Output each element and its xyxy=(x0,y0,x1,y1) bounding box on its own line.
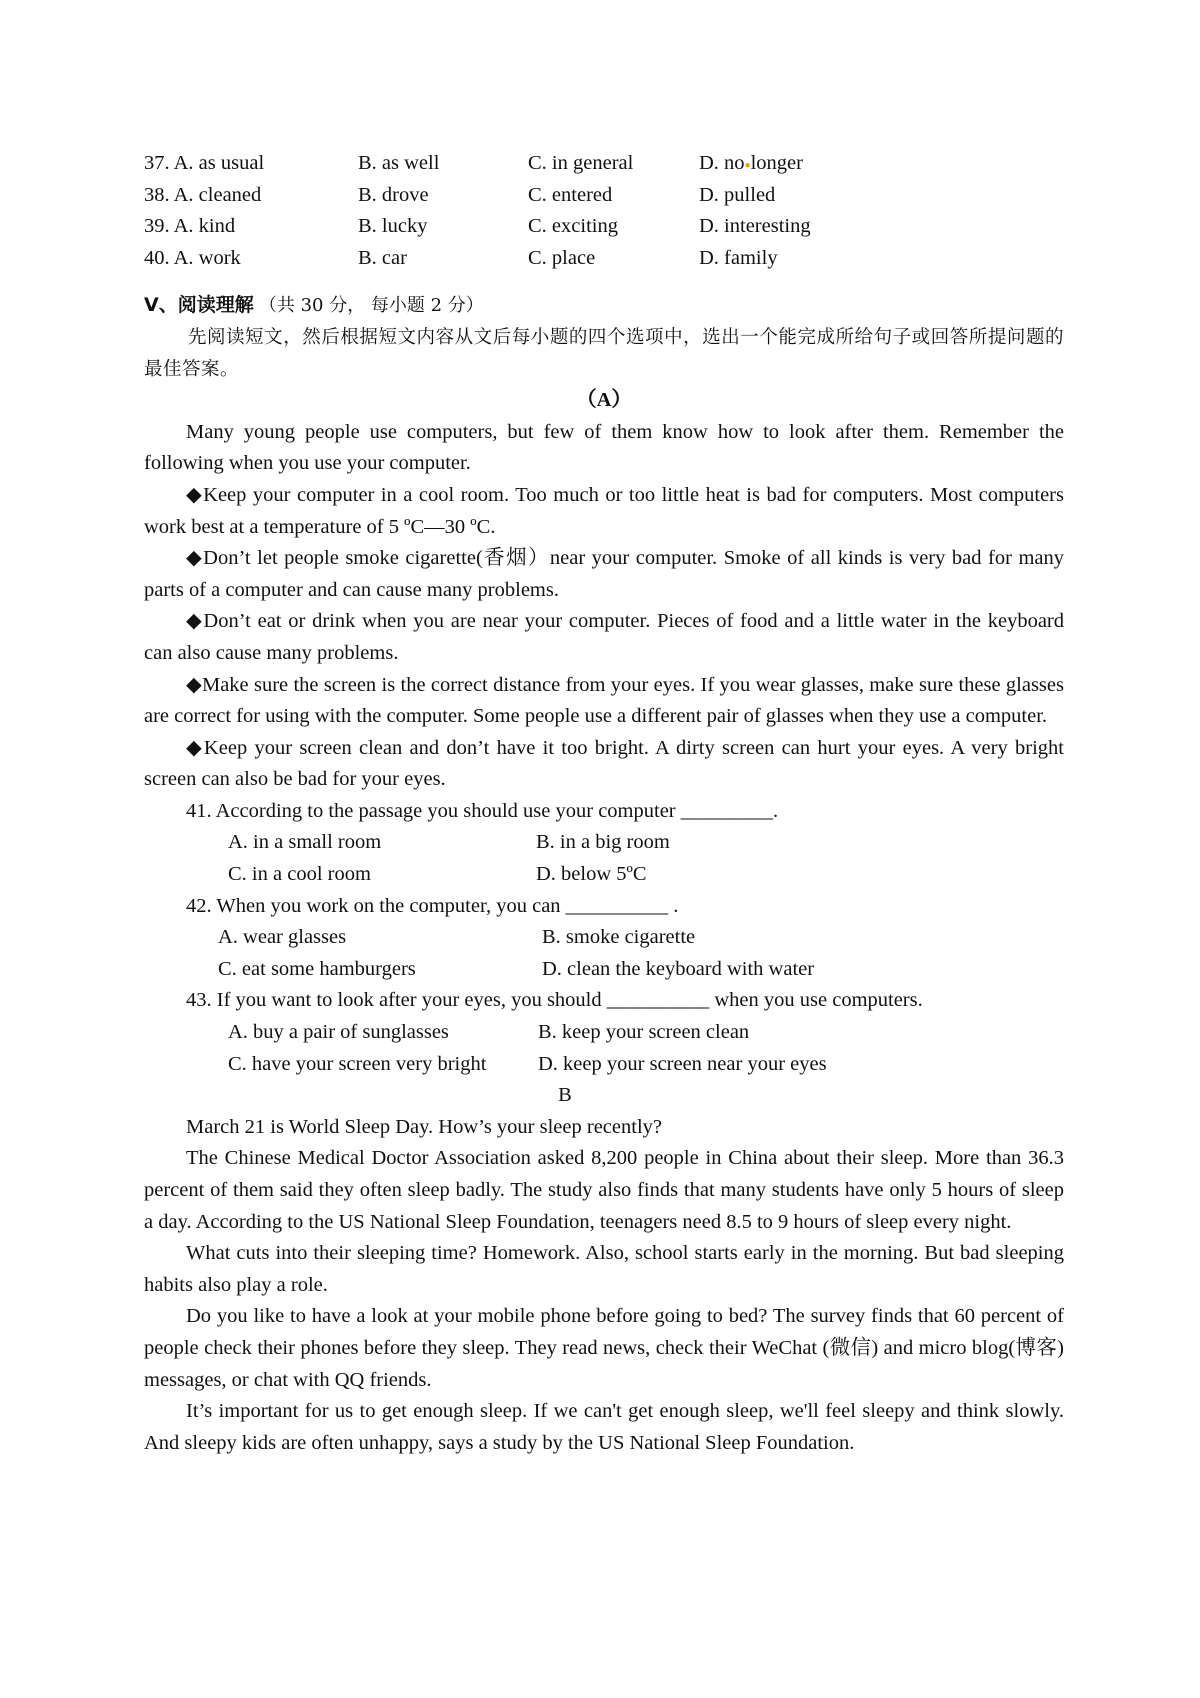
exam-page xyxy=(144,148,1064,1459)
passage-a-paragraph: ◆Keep your screen clean and don’t have it too bright. A dirty screen can hurt your eyes. A very bright screen can also be bad for your eyes. xyxy=(144,736,1064,791)
option-b: B. as well xyxy=(358,152,440,174)
option-b: B. in a big room xyxy=(536,831,670,854)
question-stem: 42. When you work on the computer, you can __________ . xyxy=(186,894,679,917)
passage-a-paragraph: ◆Don’t eat or drink when you are near your computer. Pieces of food and a little water in the keyboard can also cause many problems. xyxy=(144,610,1064,664)
section-title: Ⅴ、阅读理解 xyxy=(144,294,254,317)
option-a: 38. A. cleaned xyxy=(144,183,262,206)
option-a: A. in a small room xyxy=(228,831,382,854)
question-stem: 43. If you want to look after your eyes, you should __________ when you use computers. xyxy=(186,989,923,1012)
passage-a-paragraph: ◆Don’t let people smoke cigarette(香烟）near your computer. Smoke of all kinds is very bad for many parts of a computer and can cause many problems. xyxy=(144,547,1064,601)
option-a: A. buy a pair of sunglasses xyxy=(228,1021,449,1044)
option-d: D. clean the keyboard with water xyxy=(542,957,815,980)
option-a: 37. A. as usual xyxy=(144,152,265,174)
passage-a-title: （A） xyxy=(576,389,632,412)
option-c: C. in a cool room xyxy=(228,863,371,886)
section-heading xyxy=(144,290,1064,322)
option-c: C. exciting xyxy=(528,215,618,238)
option-b: B. lucky xyxy=(358,215,428,238)
option-a: 40. A. work xyxy=(144,246,241,269)
passage-b-paragraph: March 21 is World Sleep Day. How’s your sleep recently? xyxy=(186,1115,662,1138)
option-row xyxy=(144,1017,1064,1049)
mc-row-40 xyxy=(144,243,1064,275)
option-row xyxy=(144,954,1064,986)
passage-b-paragraph: It’s important for us to get enough sleep. If we can't get enough sleep, we'll feel sleepy and think slowly. And sleepy kids are often unhappy, says a study by the US National Sleep Foundation. xyxy=(144,1400,1064,1454)
option-c: C. have your screen very bright xyxy=(228,1052,487,1075)
option-d: D. family xyxy=(699,246,778,269)
passage-a-paragraph: ◆Make sure the screen is the correct distance from your eyes. If you wear glasses, make sure these glasses are correct for using with the computer. Some people use a different pair of glasses when they use a computer. xyxy=(144,673,1064,728)
mc-row-39 xyxy=(144,211,1064,243)
option-b: B. drove xyxy=(358,183,429,206)
option-a: 39. A. kind xyxy=(144,215,236,238)
question-43 xyxy=(144,985,1064,1080)
option-b: B. keep your screen clean xyxy=(538,1021,750,1044)
mc-options-block xyxy=(144,148,1064,274)
passage-b-title: B xyxy=(558,1084,572,1107)
question-41 xyxy=(144,796,1064,891)
option-row xyxy=(144,859,1064,891)
option-b: B. smoke cigarette xyxy=(542,926,696,949)
option-row xyxy=(144,827,1064,859)
passage-b-paragraph: What cuts into their sleeping time? Homework. Also, school starts early in the morning. But bad sleeping habits also play a role. xyxy=(144,1242,1064,1296)
option-d-pre: D. no xyxy=(699,152,745,174)
passage-a-paragraph: Many young people use computers, but few of them know how to look after them. Remember the following when you use your computer. xyxy=(144,420,1064,475)
option-a: A. wear glasses xyxy=(218,926,347,949)
option-row xyxy=(144,1049,1064,1081)
mc-row-38 xyxy=(144,180,1064,212)
option-d xyxy=(699,148,803,180)
stray-dot-mark: ● xyxy=(744,160,751,171)
option-d: D. pulled xyxy=(699,183,776,206)
question-stem: 41. According to the passage you should use your computer _________. xyxy=(186,799,779,822)
passage-b-paragraph: Do you like to have a look at your mobile phone before going to bed? The survey finds that 60 percent of people check their phones before they sleep. They read news, check their WeChat (微信) and micro blog(博客) messages, or chat with QQ friends. xyxy=(144,1305,1064,1391)
option-row xyxy=(144,922,1064,954)
option-d: D. interesting xyxy=(699,215,811,238)
section-score-note: （共 30 分， 每小题 2 分） xyxy=(258,295,484,317)
option-d: D. below 5ºC xyxy=(536,863,647,886)
option-c: C. eat some hamburgers xyxy=(218,957,416,980)
option-c: C. place xyxy=(528,246,596,269)
section-instruction: 先阅读短文，然后根据短文内容从文后每小题的四个选项中，选出一个能完成所给句子或回答所提问题的最佳答案。 xyxy=(144,326,1064,380)
option-d: D. keep your screen near your eyes xyxy=(538,1052,827,1075)
passage-b-paragraph: The Chinese Medical Doctor Association asked 8,200 people in China about their sleep. More than 36.3 percent of them said they often sleep badly. The study also finds that many students have only 5 hours of sleep a day. According to the US National Sleep Foundation, teenagers need 8.5 to 9 hours of sleep every night. xyxy=(144,1147,1064,1233)
mc-row-37 xyxy=(144,148,1064,180)
question-42 xyxy=(144,891,1064,986)
option-c: C. in general xyxy=(528,152,634,174)
option-c: C. entered xyxy=(528,183,613,206)
option-b: B. car xyxy=(358,246,407,269)
passage-a-paragraph: ◆Keep your computer in a cool room. Too much or too little heat is bad for computers. Most computers work best at a temperature of 5 ºC—30 ºC. xyxy=(144,483,1064,538)
option-d-post: longer xyxy=(750,152,803,174)
